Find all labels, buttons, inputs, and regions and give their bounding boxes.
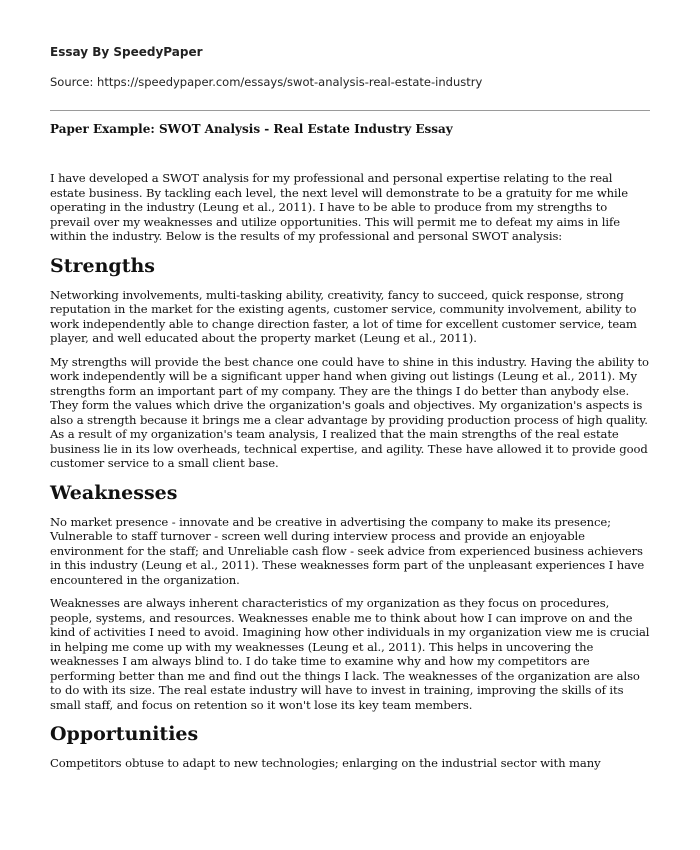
essay-brand: Essay By SpeedyPaper [50,45,203,59]
section-heading-strengths: Strengths [50,254,155,277]
strengths-paragraph-2: My strengths will provide the best chance one could have to shine in this industry. Having the ability to work independently will be a significant upper hand when giving out listings (Leung et al., 2011). My strengths form an important part of my company. They are the things I do better than anybody else. They form the values which drive the organization's goals and objectives. My organization's aspects is also a strength because it brings me a clear advantage by providing production process of high quality. As a result of my organization's team analysis, I realized that the main strengths of the real estate business lie in its low overheads, technical expertise, and agility. These have allowed it to provide good customer service to a small client base. [50,354,649,470]
source-url: Source: https://speedypaper.com/essays/swot-analysis-real-estate-industry [50,75,483,89]
document-body [50,171,650,780]
opportunities-paragraph-1: Competitors obtuse to adapt to new technologies; enlarging on the industrial sector with many [50,756,601,770]
section-heading-weaknesses: Weaknesses [50,481,178,504]
weaknesses-paragraph-2: Weaknesses are always inherent characteristics of my organization as they focus on procedures, people, systems, and resources. Weaknesses enable me to think about how I can improve on and the kind of activities I need to avoid. Imagining how other individuals in my organization view me is crucial in helping me come up with my weaknesses (Leung et al., 2011). This helps in uncovering the weaknesses I am always blind to. I do take time to examine why and how my competitors are performing better than me and find out the things I lack. The weaknesses of the organization are also to do with its size. The real estate industry will have to invest in training, improving the skills of its small staff, and focus on retention so it won't lose its key team members. [50,596,650,712]
intro-paragraph: I have developed a SWOT analysis for my professional and personal expertise relating to the real estate business. By tackling each level, the next level will demonstrate to be a gratuity for me while operating in the industry (Leung et al., 2011). I have to be able to produce from my strengths to prevail over my weaknesses and utilize opportunities. This will permit me to defeat my aims in life within the industry. Below is the results of my professional and personal SWOT analysis: [50,171,629,243]
strengths-paragraph-1: Networking involvements, multi-tasking ability, creativity, fancy to succeed, quick response, strong reputation in the market for the existing agents, customer service, community involvement, ability to work independently able to change direction faster, a lot of time for excellent customer service, team player, and well educated about the property market (Leung et al., 2011). [50,287,637,345]
section-heading-opportunities: Opportunities [50,723,199,745]
page-header [50,44,650,90]
header-divider [50,110,650,111]
document-title: Paper Example: SWOT Analysis - Real Estate Industry Essay [50,122,453,136]
weaknesses-paragraph-1: No market presence - innovate and be creative in advertising the company to make its presence; Vulnerable to staff turnover - screen well during interview process and provide an enjoyable environment for the staff; and Unreliable cash flow - seek advice from experienced business achievers in this industry (Leung et al., 2011). These weaknesses form part of the unpleasant experiences I have encountered in the organization. [50,514,645,587]
